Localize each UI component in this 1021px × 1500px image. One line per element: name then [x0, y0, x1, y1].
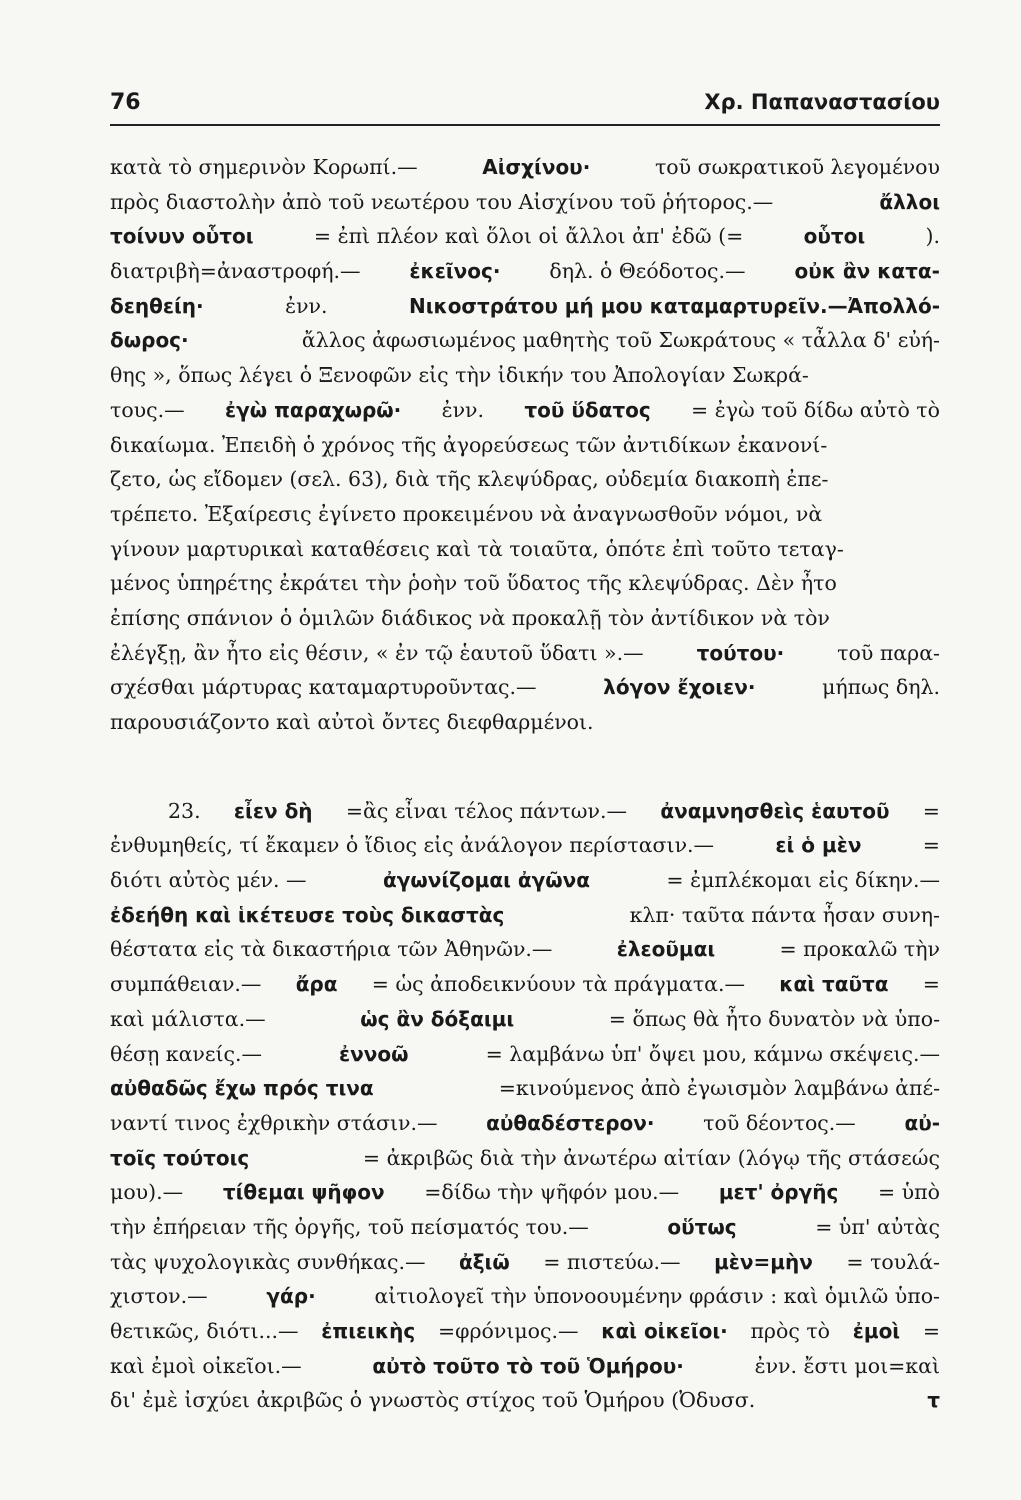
bold-term: τούτου·: [696, 640, 785, 665]
bold-term: δεηθείη·: [110, 293, 204, 318]
bold-term: αὐθαδέστερον·: [486, 1110, 655, 1135]
bold-term: αὐθαδῶς ἔχω πρός τινα: [110, 1076, 374, 1101]
text-segment: = λαμβάνω ὑπ' ὄψει μου, κάμνω σκέψεις.—: [485, 1041, 940, 1066]
text-segment: τρέπετο. Ἐξαίρεσις ἐγίνετο προκειμένου νὰ ἀναγνωσθοῦν νόμοι, νὰ: [110, 501, 823, 526]
text-line: [110, 497, 940, 532]
bold-term: αὐτὸ τοῦτο τὸ τοῦ Ὁμήρου·: [372, 1353, 684, 1378]
bold-term: τίθεμαι ψῆφον: [222, 1180, 385, 1205]
bold-term: ἀξιῶ: [458, 1249, 510, 1274]
text-segment: παρουσιάζοντο καὶ αὐτοὶ ὄντες διεφθαρμένοι.: [110, 710, 594, 734]
paragraph-gap: [110, 740, 940, 794]
text-line: [110, 898, 940, 933]
text-line: [110, 1349, 940, 1384]
text-segment: θης », ὅπως λέγει ὁ Ξενοφῶν εἰς τὴν ἰδικήν του Ἀπολογίαν Σωκρά-: [110, 363, 809, 388]
text-segment: = ἐπὶ πλέον καὶ ὅλοι οἱ ἄλλοι ἀπ' ἐδῶ (=: [313, 224, 744, 249]
bold-term: ἐδεήθη καὶ ἱκέτευσε τοὺς δικαστὰς: [110, 902, 505, 927]
text-segment: αἰτιολογεῖ τὴν ὑπονοουμένην φράσιν : καὶ ὁμιλῶ ὑπο-: [374, 1284, 940, 1309]
bold-term: ἀγωνίζομαι ἀγῶνα: [382, 868, 590, 893]
paragraph: [110, 794, 940, 1418]
text-segment: ζετο, ὡς εἴδομεν (σελ. 63), διὰ τῆς κλεψύδρας, οὐδεμία διακοπὴ ἐπε-: [110, 467, 829, 492]
bold-term: μετ' ὀργῆς: [718, 1180, 839, 1205]
text-line: [110, 185, 940, 220]
bold-term: εἰ ὁ μὲν: [775, 833, 862, 858]
text-segment: τοῦ δέοντος.—: [703, 1110, 856, 1135]
text-segment: διατριβὴ=ἀναστροφή.—: [110, 259, 361, 284]
text-segment: ἐνν.: [285, 293, 328, 318]
text-line: [110, 1141, 940, 1176]
text-segment: πρὸς τὸ: [750, 1319, 831, 1343]
text-line: [110, 1279, 940, 1314]
paragraph: [110, 150, 940, 740]
bold-term: ἄλλοι: [879, 189, 940, 214]
text-segment: = ὅπως θὰ ἦτο δυνατὸν νὰ ὑπο-: [608, 1006, 940, 1031]
bold-term: γάρ·: [266, 1284, 316, 1309]
text-line: [110, 932, 940, 967]
text-segment: συμπάθειαν.—: [110, 972, 262, 997]
bold-term: ἐμοὶ: [852, 1319, 901, 1343]
text-segment: χιστον.—: [110, 1284, 208, 1309]
bold-term: ἄρα: [295, 972, 338, 997]
bold-term: οὕτως: [667, 1214, 737, 1239]
text-segment: θετικῶς, διότι...—: [110, 1319, 299, 1343]
body-text: [110, 150, 940, 1418]
text-segment: ἐνν. ἔστι μοι=καὶ: [754, 1353, 940, 1378]
text-segment: = ἐγὼ τοῦ δίδω αὐτὸ τὸ: [691, 397, 940, 422]
text-segment: =δίδω τὴν ψῆφόν μου.—: [424, 1180, 680, 1205]
text-line: [110, 566, 940, 601]
bold-term: ἐννοῶ: [339, 1041, 409, 1066]
bold-term: ἐπιεικὴς: [321, 1319, 416, 1343]
page-number: 76: [110, 90, 141, 115]
text-line: [110, 863, 940, 898]
text-segment: καὶ ἐμοὶ οἰκεῖοι.—: [110, 1353, 302, 1378]
bold-term: τ: [927, 1388, 940, 1413]
text-line: [110, 393, 940, 428]
text-line: [110, 1245, 940, 1280]
text-line: [110, 462, 940, 497]
text-segment: = ὑπ' αὐτὰς: [815, 1214, 940, 1239]
text-segment: δηλ. ὁ Θεόδοτος.—: [549, 259, 746, 284]
text-line: [110, 428, 940, 463]
text-line: [110, 1383, 940, 1418]
bold-term: τοίνυν οὗτοι: [110, 224, 254, 249]
text-segment: πρὸς διαστολὴν ἀπὸ τοῦ νεωτέρου του Αἰσχίνου τοῦ ῥήτορος.—: [110, 189, 774, 214]
bold-term: καὶ ταῦτα: [779, 972, 889, 997]
text-segment: μένος ὑπηρέτης ἐκράτει τὴν ῥοὴν τοῦ ὕδατος τῆς κλεψύδρας. Δὲν ἦτο: [110, 571, 837, 596]
text-segment: τὴν ἐπήρειαν τῆς ὀργῆς, τοῦ πείσματός του.—: [110, 1214, 589, 1239]
text-segment: ἐνν.: [441, 397, 485, 422]
bold-term: Νικοστράτου μή μου καταμαρτυρεῖν.—Ἀπολλό-: [408, 293, 940, 318]
text-segment: δικαίωμα. Ἐπειδὴ ὁ χρόνος τῆς ἀγορεύσεως τῶν ἀντιδίκων ἐκανονί-: [110, 432, 828, 457]
bold-term: Αἰσχίνου·: [482, 155, 591, 179]
text-line: [110, 532, 940, 567]
bold-term: μὲν=μὴν: [714, 1249, 813, 1274]
bold-term: ἐγὼ παραχωρῶ·: [224, 397, 402, 422]
text-segment: διότι αὐτὸς μέν. —: [110, 868, 307, 893]
text-line: [110, 670, 940, 705]
text-segment: γίνουν μαρτυρικαὶ καταθέσεις καὶ τὰ τοιαῦτα, ὁπότε ἐπὶ τοῦτο τεταγ-: [110, 536, 844, 561]
text-segment: ἐλέγξῃ, ἂν ἦτο εἰς θέσιν, « ἐν τῷ ἑαυτοῦ ὕδατι ».—: [110, 640, 644, 665]
text-segment: = προκαλῶ τὴν: [779, 937, 940, 962]
text-segment: σχέσθαι μάρτυρας καταμαρτυροῦντας.—: [110, 675, 537, 700]
text-line: [110, 828, 940, 863]
text-line: [110, 967, 940, 1002]
text-line: [110, 601, 940, 636]
text-segment: θέστατα εἰς τὰ δικαστήρια τῶν Ἀθηνῶν.—: [110, 937, 553, 962]
text-segment: =ἂς εἶναι τέλος πάντων.—: [345, 798, 628, 823]
text-segment: κλπ· ταῦτα πάντα ἦσαν συνη-: [629, 902, 940, 927]
text-segment: μήπως δηλ.: [822, 675, 940, 700]
text-segment: ἐνθυμηθείς, τί ἔκαμεν ὁ ἴδιος εἰς ἀνάλογον περίστασιν.—: [110, 833, 715, 858]
bold-term: καὶ οἰκεῖοι·: [601, 1319, 728, 1343]
text-segment: τοῦ σωκρατικοῦ λεγομένου: [654, 155, 940, 179]
text-line: [110, 219, 940, 254]
text-line: [110, 705, 940, 740]
text-segment: καὶ μάλιστα.—: [110, 1006, 266, 1031]
text-segment: =: [922, 1319, 940, 1343]
text-line: [110, 1002, 940, 1037]
text-segment: 23.: [168, 798, 201, 823]
bold-term: τοῖς τούτοις: [110, 1145, 250, 1170]
text-segment: = ὡς ἀποδεικνύουν τὰ πράγματα.—: [371, 972, 746, 997]
text-segment: ἄλλος ἀφωσιωμένος μαθητὴς τοῦ Σωκράτους « τἆλλα δ' εὐή-: [301, 328, 940, 353]
text-line: [110, 150, 940, 185]
text-segment: =φρόνιμος.—: [437, 1319, 579, 1343]
bold-term: τοῦ ὕδατος: [524, 397, 651, 422]
text-line: [110, 1210, 940, 1245]
text-line: [110, 1106, 940, 1141]
text-line: [110, 1314, 940, 1349]
text-segment: τὰς ψυχολογικὰς συνθήκας.—: [110, 1249, 426, 1274]
bold-term: δωρος·: [110, 328, 189, 353]
bold-term: ἐλεοῦμαι: [616, 937, 716, 962]
text-line: [110, 289, 940, 324]
text-line: [110, 794, 940, 829]
text-segment: τους.—: [110, 397, 185, 422]
text-segment: κατὰ τὸ σημερινὸν Κορωπί.—: [110, 155, 418, 179]
text-segment: μου).—: [110, 1180, 184, 1205]
text-segment: = ἀκριβῶς διὰ τὴν ἀνωτέρω αἰτίαν (λόγῳ τῆς στάσεώς: [362, 1145, 940, 1170]
bold-term: οὗτοι: [803, 224, 866, 249]
text-line: [110, 254, 940, 289]
text-segment: =κινούμενος ἀπὸ ἐγωισμὸν λαμβάνω ἀπέ-: [498, 1076, 940, 1101]
text-segment: ).: [925, 224, 940, 249]
text-line: [110, 636, 940, 671]
text-segment: =: [922, 972, 940, 997]
page-header: [110, 90, 940, 126]
bold-term: ἀναμνησθεὶς ἑαυτοῦ: [660, 798, 890, 823]
text-segment: τοῦ παρα-: [837, 640, 940, 665]
bold-term: οὐκ ἂν κατα-: [794, 259, 940, 284]
bold-term: ἐκεῖνος·: [409, 259, 501, 284]
text-segment: δι' ἐμὲ ἰσχύει ἀκριβῶς ὁ γνωστὸς στίχος τοῦ Ὁμήρου (Ὀδυσσ.: [110, 1388, 756, 1413]
text-segment: ἐπίσης σπάνιον ὁ ὁμιλῶν διάδικος νὰ προκαλῇ τὸν ἀντίδικον νὰ τὸν: [110, 605, 830, 630]
text-segment: =: [922, 833, 940, 858]
text-segment: = τουλά-: [846, 1249, 940, 1274]
text-line: [110, 1175, 940, 1210]
text-segment: = ὑπὸ: [877, 1180, 940, 1205]
running-head: Χρ. Παπαναστασίου: [704, 90, 940, 114]
text-segment: = πιστεύω.—: [543, 1249, 681, 1274]
text-segment: ναντί τινος ἐχθρικὴν στάσιν.—: [110, 1110, 438, 1135]
bold-term: εἶεν δὴ: [233, 798, 313, 823]
text-segment: θέσῃ κανείς.—: [110, 1041, 263, 1066]
text-line: [110, 1037, 940, 1072]
text-line: [110, 323, 940, 358]
text-line: [110, 358, 940, 393]
bold-term: λόγον ἔχοιεν·: [603, 675, 756, 700]
bold-term: ὡς ἂν δόξαιμι: [360, 1006, 515, 1031]
text-segment: =: [922, 798, 940, 823]
text-segment: = ἐμπλέκομαι εἰς δίκην.—: [666, 868, 940, 893]
bold-term: αὐ-: [904, 1110, 940, 1135]
text-line: [110, 1071, 940, 1106]
